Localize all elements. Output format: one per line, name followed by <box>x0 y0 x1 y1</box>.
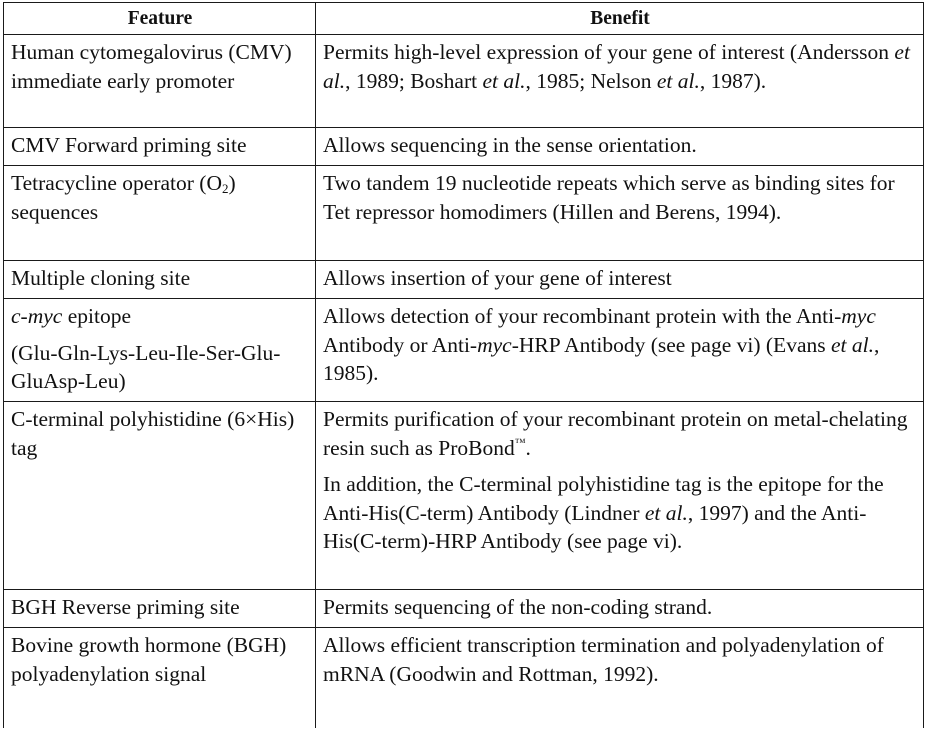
table-row <box>4 590 924 628</box>
benefit-paragraph <box>323 470 917 556</box>
italic-text: et al. <box>644 500 688 525</box>
benefit-cell: Allows sequencing in the sense orientation. <box>316 128 924 166</box>
subscript: 2 <box>222 181 229 196</box>
benefit-cell: Allows insertion of your gene of interest <box>316 261 924 299</box>
peptide-sequence: (Glu-Gln-Lys-Leu-Ile-Ser-Glu-GluAsp-Leu) <box>11 340 281 393</box>
text-run: ) sequences <box>11 171 236 224</box>
trademark-symbol: ™ <box>514 436 526 449</box>
text-run: In addition, the C-terminal polyhistidine tag is the epitope for the Anti-His(C-term) Antibody (Lindner <box>323 472 884 525</box>
italic-text: myc <box>841 304 876 328</box>
text-run: , 1987). <box>699 68 767 93</box>
table-row <box>4 299 924 402</box>
benefit-cell: Permits sequencing of the non-coding strand. <box>316 590 924 628</box>
text-run: Tetracycline operator (O <box>11 171 222 195</box>
text-run: Permits purification of your recombinant protein on metal-chelating resin such as ProBond <box>323 407 908 460</box>
table-row <box>4 35 924 128</box>
text-run: , 1989; Boshart <box>345 68 483 93</box>
feature-cell <box>4 299 316 402</box>
text-run: Permits high-level expression of your gene of interest (Andersson <box>323 40 895 64</box>
italic-text: et al. <box>830 332 874 357</box>
table-row <box>4 261 924 299</box>
feature-column-header: Feature <box>4 3 316 35</box>
benefit-cell: Allows efficient transcription termination and polyadenylation of mRNA (Goodwin and Rottman, 1992). <box>316 628 924 728</box>
benefit-cell: Two tandem 19 nucleotide repeats which serve as binding sites for Tet repressor homodimers (Hillen and Berens, 1994). <box>316 166 924 261</box>
benefit-cell <box>316 402 924 590</box>
text-run: Antibody or Anti- <box>323 332 478 357</box>
feature-cell: C-terminal polyhistidine (6×His) tag <box>4 402 316 590</box>
table-row <box>4 402 924 590</box>
text-run: epitope <box>62 304 131 328</box>
feature-cell: BGH Reverse priming site <box>4 590 316 628</box>
text-run: -HRP Antibody (see page vi) (Evans <box>511 332 831 357</box>
italic-text: et al. <box>482 68 526 93</box>
text-run: Allows detection of your recombinant protein with the Anti- <box>323 304 842 328</box>
text-run: , 1985). <box>323 332 880 385</box>
benefit-cell <box>316 35 924 128</box>
italic-text: et al. <box>323 40 910 93</box>
text-run: , 1997) and the Anti-His(C-term)-HRP Antibody (see page vi). <box>323 500 867 553</box>
feature-cell: Human cytomegalovirus (CMV) immediate early promoter <box>4 35 316 128</box>
feature-cell: Multiple cloning site <box>4 261 316 299</box>
feature-cell: CMV Forward priming site <box>4 128 316 166</box>
benefit-column-header: Benefit <box>316 3 924 35</box>
header-row <box>4 3 924 35</box>
table-row <box>4 128 924 166</box>
text-run: . <box>525 435 531 460</box>
text-run: , 1985; Nelson <box>525 68 657 93</box>
benefit-cell <box>316 299 924 402</box>
table-row <box>4 628 924 728</box>
feature-cell: Bovine growth hormone (BGH) polyadenylation signal <box>4 628 316 728</box>
features-table <box>3 2 924 728</box>
italic-text: c-myc <box>11 304 63 328</box>
italic-text: myc <box>477 332 512 357</box>
table-row <box>4 166 924 261</box>
feature-cell <box>4 166 316 261</box>
italic-text: et al. <box>656 68 700 93</box>
benefit-paragraph <box>323 405 917 462</box>
